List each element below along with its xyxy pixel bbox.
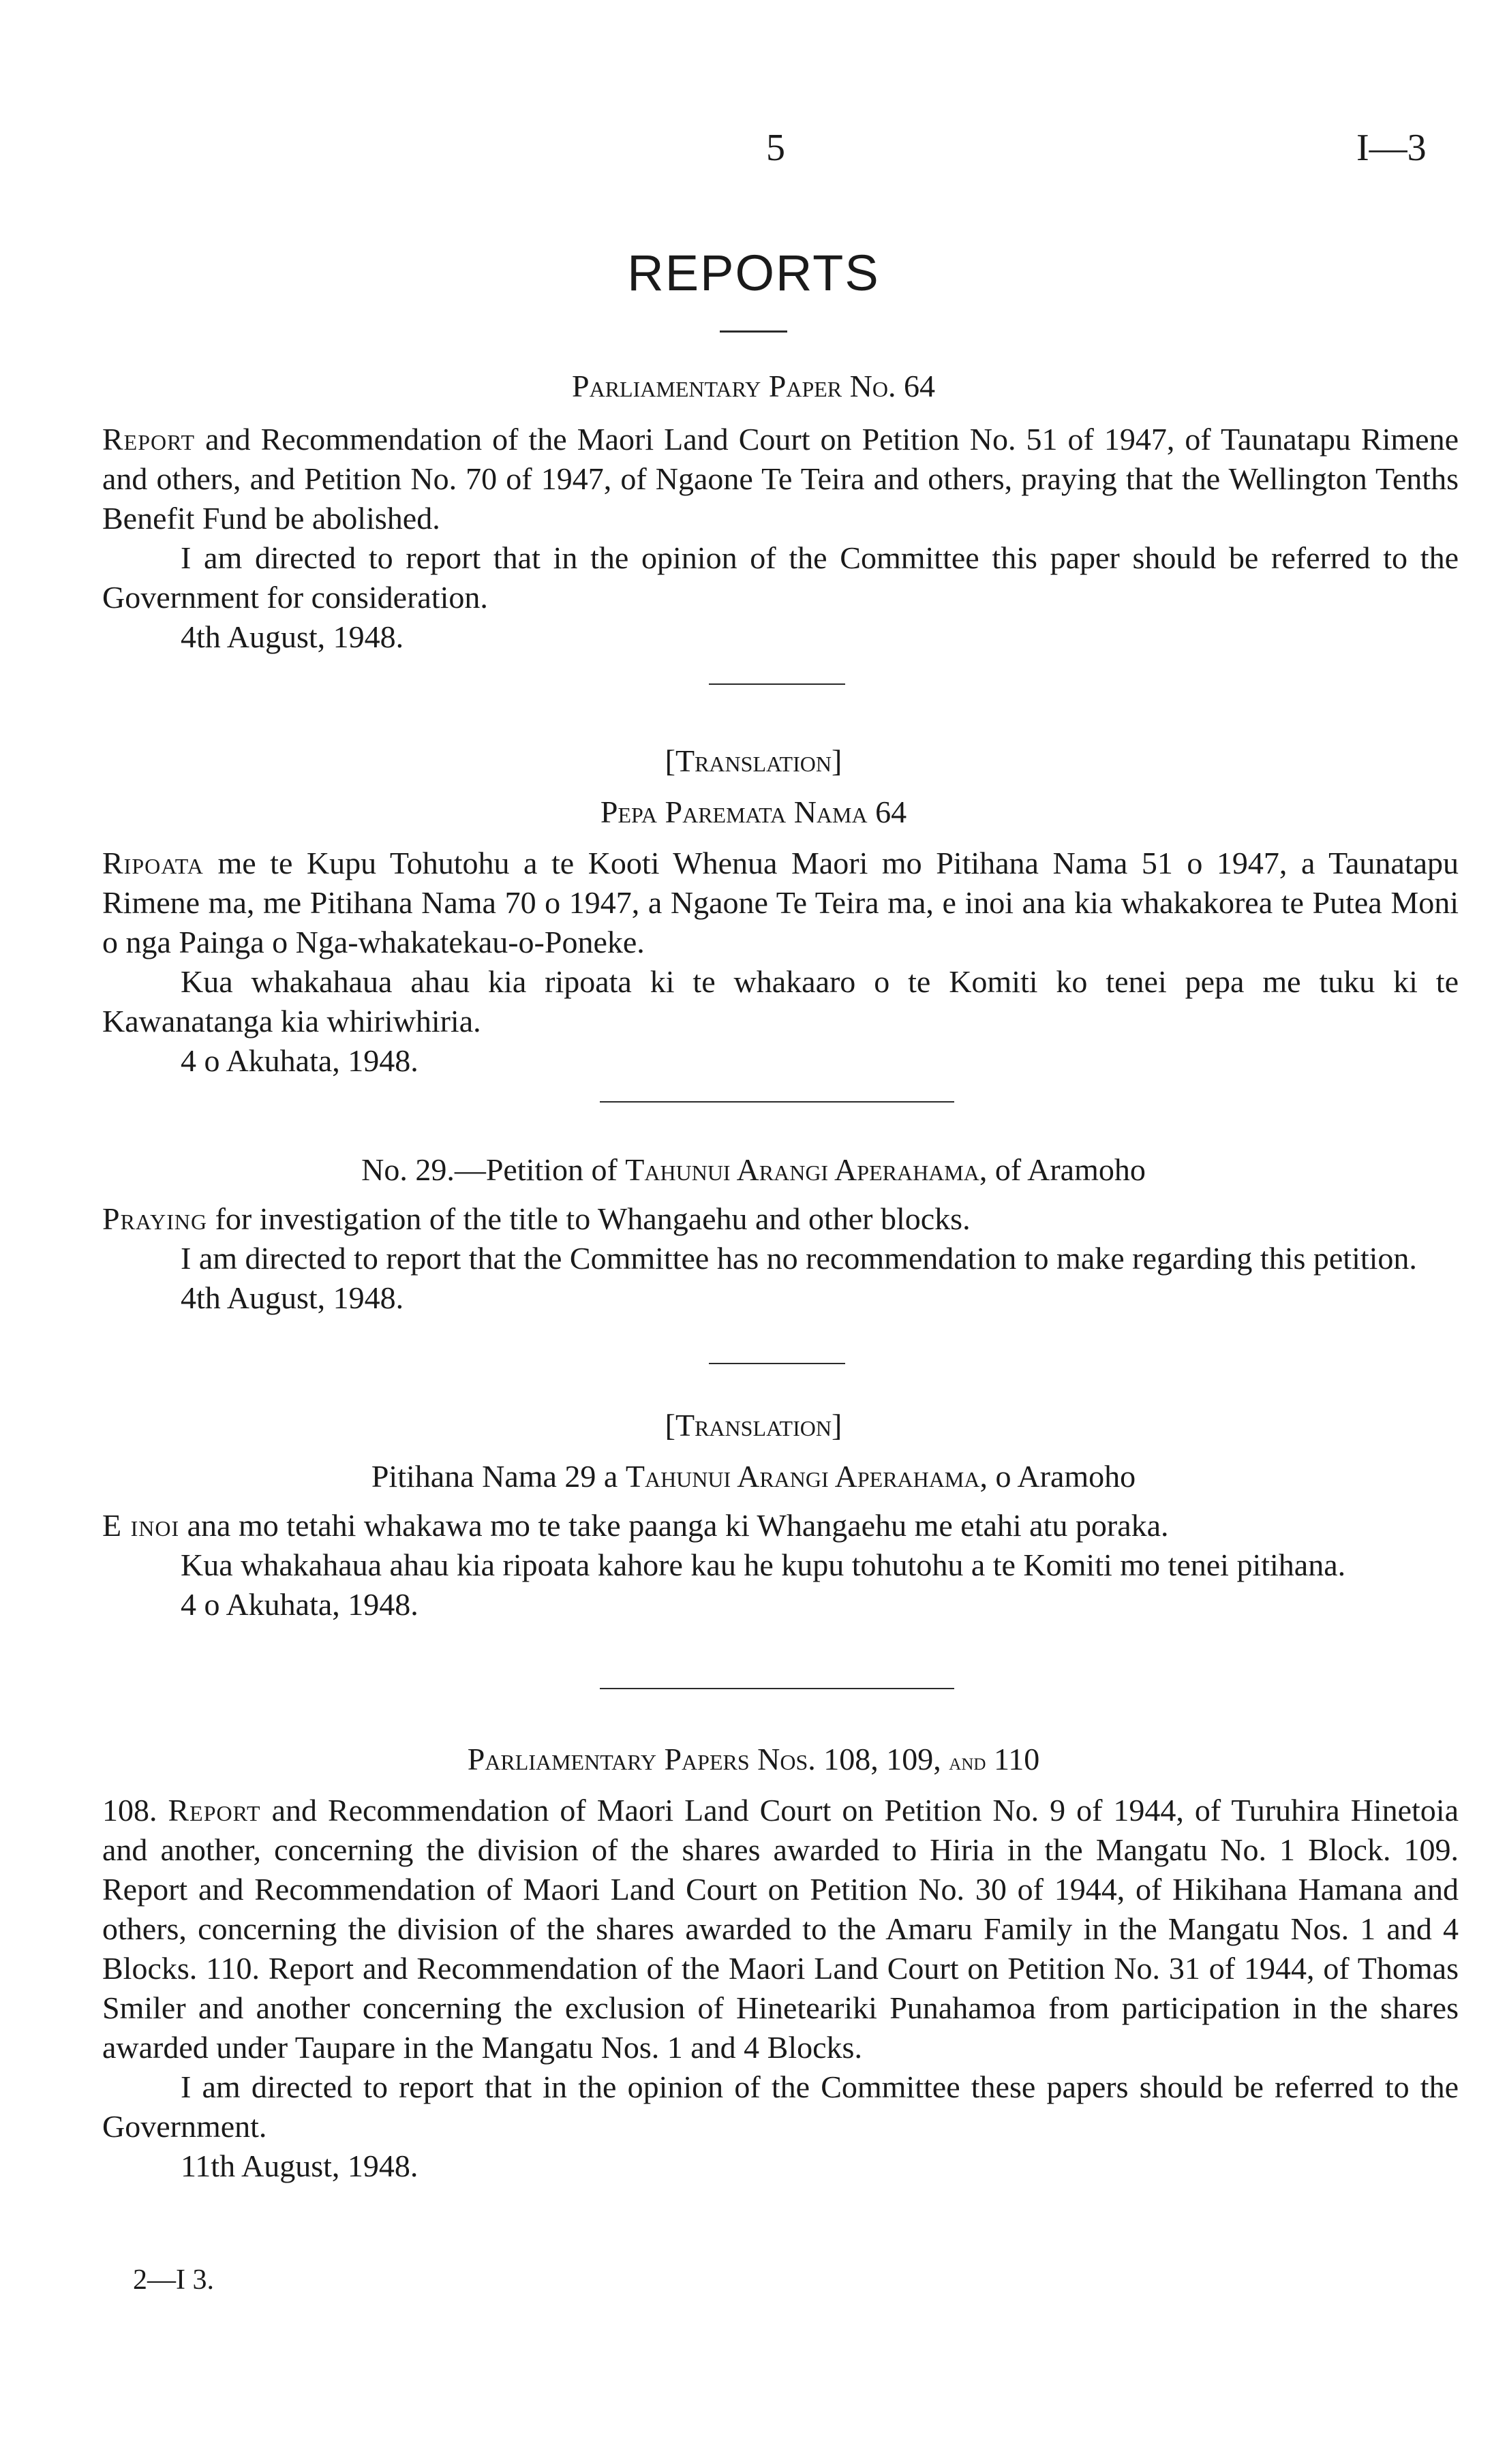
report-body: and Recommendation of the Maori Land Court on Petition No. 51 of 1947, of Taunatapu Rimene and others, and Petition No. 70 of 1947, of Ngaone Te Teira and others, praying that the Wellington Tenths Benefit Fund be abolished. bbox=[102, 422, 1459, 536]
page-number: 5 bbox=[766, 127, 785, 169]
report-date: 4th August, 1948. bbox=[181, 1280, 404, 1315]
lead-word: Praying bbox=[102, 1201, 208, 1236]
signature-mark: 2—I 3. bbox=[133, 2264, 214, 2296]
report-date: 4th August, 1948. bbox=[181, 619, 404, 654]
section-papers-108-110: 108. Report and Recommendation of Maori Land Court on Petition No. 9 of 1944, of Turuhira Hinetoia and another, concerning the division of the shares awarded to Hiria in the Mangatu No. 1 Block. 109. Report and Recommendation of Maori Land Court on Petition No. 30 of 1944, of Hikihana Hamana and others, concerning the division of the shares awarded to the Amaru Family in the Mangatu Nos. 1 and 4 Blocks. 110. Report and Recommendation of the Maori Land Court on Petition No. 31 of 1944, of Thomas Smiler and another concerning the exclusion of Hineteariki Punahamoa from participation in the shares awarded under Taupare in the Mangatu Nos. 1 and 4 Blocks. I am directed to report that in the opinion of the Committee these papers should be referred to the Government. 11th August, 1948. bbox=[102, 1791, 1459, 2186]
translation-label: [Translation] bbox=[665, 1408, 842, 1443]
section-petition-29 bbox=[102, 1199, 1459, 1318]
section-divider bbox=[600, 1688, 954, 1689]
report-date: 4 o Akuhata, 1948. bbox=[181, 1587, 418, 1622]
recommendation-text: Kua whakahaua ahau kia ripoata ki te whakaaro o te Komiti ko tenei pepa me tuku ki te Kawanatanga kia whiriwhiria. bbox=[102, 964, 1459, 1038]
lead-word: Ripoata bbox=[102, 846, 204, 880]
section-pepa-64 bbox=[102, 844, 1459, 1081]
report-body: for investigation of the title to Whangaehu and other blocks. bbox=[207, 1201, 971, 1236]
section-divider bbox=[709, 1363, 845, 1364]
page-title: REPORTS bbox=[627, 245, 880, 301]
recommendation-text: I am directed to report that in the opinion of the Committee this paper should be referred to the Government for consideration. bbox=[102, 540, 1459, 615]
lead-word: E inoi bbox=[102, 1508, 180, 1543]
report-date: 11th August, 1948. bbox=[181, 2149, 418, 2183]
translation-label: [Translation] bbox=[665, 743, 842, 778]
report-body: me te Kupu Tohutohu a te Kooti Whenua Maori mo Pitihana Nama 51 o 1947, a Taunatapu Rimene ma, me Pitihana Nama 70 o 1947, a Ngaone Te Teira ma, e inoi ana kia whakakorea te Putea Moni o nga Painga o Nga-whakatekau-o-Poneke. bbox=[102, 846, 1459, 959]
section-heading-pitihana-29: Pitihana Nama 29 a Tahunui Arangi Aperahama, o Aramoho bbox=[371, 1459, 1136, 1494]
report-date: 4 o Akuhata, 1948. bbox=[181, 1043, 418, 1078]
title-divider bbox=[720, 330, 787, 333]
section-heading-petition-29: No. 29.—Petition of Tahunui Arangi Aperahama, of Aramoho bbox=[361, 1152, 1146, 1187]
recommendation-text: I am directed to report that the Committee has no recommendation to make regarding this petition. bbox=[181, 1241, 1417, 1276]
recommendation-text: Kua whakahaua ahau kia ripoata kahore kau he kupu tohutohu a te Komiti mo tenei pitihana. bbox=[181, 1547, 1346, 1582]
report-body: and Recommendation of Maori Land Court on Petition No. 9 of 1944, of Turuhira Hinetoia and another, concerning the division of the shares awarded to Hiria in the Mangatu No. 1 Block. 109. Report and Recommendation of Maori Land Court on Petition No. 30 of 1944, of Hikihana Hamana and others, concerning the division of the shares awarded to the Amaru Family in the Mangatu Nos. 1 and 4 Blocks. 110. Report and Recommendation of the Maori Land Court on Petition No. 31 of 1944, of Thomas Smiler and another concerning the exclusion of Hineteariki Punahamoa from participation in the shares awarded under Taupare in the Mangatu Nos. 1 and 4 Blocks. bbox=[102, 1793, 1459, 2065]
document-reference: I—3 bbox=[1356, 127, 1427, 169]
section-divider bbox=[709, 683, 845, 685]
section-divider bbox=[600, 1101, 954, 1103]
recommendation-text: I am directed to report that in the opinion of the Committee these papers should be referred to the Government. bbox=[102, 2069, 1459, 2144]
section-paper-64 bbox=[102, 420, 1459, 657]
section-heading-papers-108-110: Parliamentary Papers Nos. 108, 109, and 110 bbox=[467, 1742, 1040, 1776]
section-pitihana-29 bbox=[102, 1506, 1459, 1624]
report-body: ana mo tetahi whakawa mo te take paanga ki Whangaehu me etahi atu poraka. bbox=[179, 1508, 1169, 1543]
section-heading-paper-64: Parliamentary Paper No. 64 bbox=[572, 369, 935, 403]
lead-word: Report bbox=[168, 1793, 261, 1828]
section-heading-pepa-64: Pepa Paremata Nama 64 bbox=[600, 795, 907, 829]
lead-word: Report bbox=[102, 422, 196, 457]
